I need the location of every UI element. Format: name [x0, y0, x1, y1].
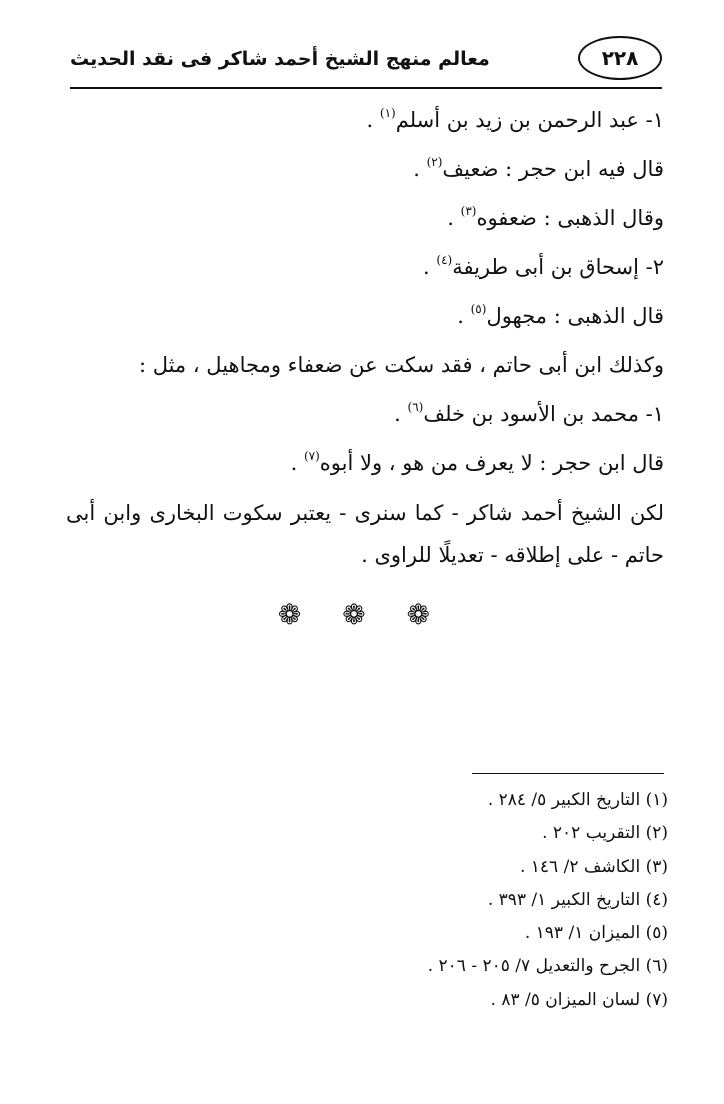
footnote-item: (١) التاريخ الكبير ٥/ ٢٨٤ .: [487, 790, 668, 810]
footnote-item: (٣) الكاشف ٢/ ١٤٦ .: [519, 856, 668, 877]
page-number: ٢٢٨: [578, 36, 662, 80]
footnotes: [66, 784, 668, 1017]
text-line: ١- محمد بن الأسود بن خلف$^{(٦)}$ .: [394, 400, 664, 426]
header-rule: [70, 87, 662, 89]
footnote-item: (٧) لسان الميزان ٥/ ٨٣ .: [490, 989, 668, 1010]
footnote-item: (٦) الجرح والتعديل ٧/ ٢٠٥ - ٢٠٦ .: [427, 956, 668, 977]
footnote-marker: (٣): [460, 204, 477, 218]
footnote-item: (٥) الميزان ١/ ١٩٣ .: [524, 923, 668, 944]
footnote-marker: (٧): [303, 449, 320, 463]
closing-paragraph: لكن الشيخ أحمد شاكر - كما سنرى - يعتبر سكوت البخارى وابن أبى حاتم - على إطلاقه - تعديلًا للراوى .: [66, 501, 664, 567]
text-line: وقال الذهبى : ضعفوه$^{(٣)}$ .: [447, 204, 664, 230]
footnote-marker: (٤): [436, 253, 453, 267]
footnote-marker: (٢): [426, 155, 443, 169]
text-line: قال الذهبى : مجهول$^{(٥)}$ .: [457, 302, 664, 328]
section-ornament: ❁ ❁ ❁: [277, 598, 447, 631]
footnote-item: (٢) التقريب ٢٠٢ .: [542, 823, 668, 844]
text-line: ١- عبد الرحمن بن زيد بن أسلم$^{(١)}$ .: [366, 106, 664, 132]
main-text: [66, 96, 664, 576]
footnote-item: (٤) التاريخ الكبير ١/ ٣٩٣ .: [487, 889, 668, 910]
page-header: [70, 36, 662, 86]
text-line: ٢- إسحاق بن أبى طريفة$^{(٤)}$ .: [423, 253, 664, 279]
text-line: وكذلك ابن أبى حاتم ، فقد سكت عن ضعفاء ومجاهيل ، مثل :: [138, 353, 664, 377]
running-title: معالم منهج الشيخ أحمد شاكر فى نقد الحديث: [70, 48, 490, 70]
text-line: قال ابن حجر : لا يعرف من هو ، ولا أبوه$^{(٧)}$ .: [290, 449, 664, 475]
footnote-rule: [472, 773, 664, 774]
text-line: قال فيه ابن حجر : ضعيف$^{(٢)}$ .: [413, 155, 664, 181]
footnote-marker: (٦): [407, 400, 424, 414]
footnote-marker: (٥): [470, 302, 487, 316]
footnote-marker: (١): [379, 106, 396, 120]
